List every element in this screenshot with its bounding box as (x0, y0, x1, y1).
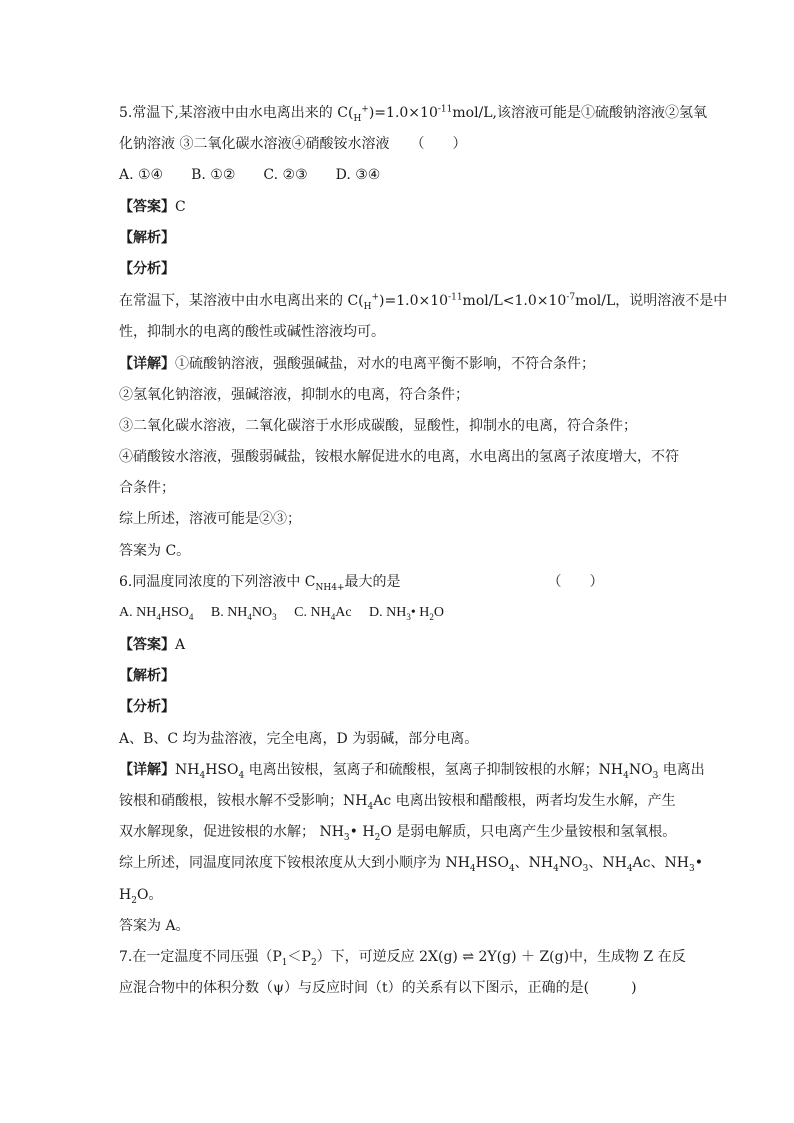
q6-detail-line3: 双水解现象，促进铵根的水解； $NH_3•$ $H_2O$ 是弱电解质，只电离产生少量铵根和氢氧根。 (119, 824, 677, 843)
q6-fenxi-tag: 【分析】 (119, 699, 175, 715)
q5-detail-4a: ④硝酸铵水溶液，强酸弱碱盐，铵根水解促进水的电离，水电离出的氢离子浓度增大，不符 (119, 449, 679, 465)
q5-detail-2: ②氢氧化钠溶液，强碱溶液，抑制水的电离，符合条件； (119, 387, 469, 403)
q5-detail-3: ③二氧化碳水溶液，二氧化碳溶于水形成碳酸，显酸性，抑制水的电离，符合条件； (119, 418, 637, 434)
q6-option-c: C. $NH_4Ac$ (294, 605, 352, 622)
q6-final: 答案为 A。 (119, 918, 190, 934)
q5-detail-1: 【详解】①硫酸钠溶液，强酸强碱盐，对水的电离平衡不影响，不符合条件； (119, 356, 595, 372)
q6-option-a: A. $NH_4HSO_4$ (119, 605, 194, 622)
q6-answer: 【答案】A (119, 637, 186, 653)
q6-stem: 6.同温度同浓度的下列溶液中 $C_{NH4+}$最大的是 （ ） (119, 574, 604, 593)
q6-options (119, 603, 444, 623)
q6-analysis-tag: 【解析】 (119, 668, 175, 684)
q5-analysis-tag: 【解析】 (119, 230, 175, 246)
q6-detail-line2: 铵根和硝酸根，铵根水解不受影响；$NH_4Ac$ 电离出铵根和醋酸根，两者均发生水解，产生 (119, 793, 676, 812)
q5-fenxi-line2: 性，抑制水的电离的酸性或碱性溶液均可。 (119, 324, 385, 340)
q7-stem-line2: 应混合物中的体积分数（ψ）与反应时间（t）的关系有以下图示，正确的是( ) (119, 980, 637, 996)
q5-detail-4b: 合条件； (119, 480, 175, 496)
q6-option-b: B. $NH_4NO_3$ (210, 605, 277, 622)
q5-fenxi-tag: 【分析】 (119, 261, 175, 277)
q5-summary: 综上所述，溶液可能是②③； (119, 511, 301, 527)
q6-summary-line1: 综上所述，同温度同浓度下铵根浓度从大到小顺序为 $NH_4HSO_4$、$NH_4NO_3$、$NH_4Ac$、$NH_3•$ (119, 855, 703, 874)
q6-option-d: D. $NH_3•$ $H_2O$ (369, 605, 445, 622)
q5-options: A. ①④ B. ①② C. ②③ D. ③④ (119, 167, 381, 183)
q5-stem-line1: 5.常温下,某溶液中由水电离出来的 $C(_H^+)=1.0\times 10^{-11}mol/L$,该溶液可能是①硫酸钠溶液②氢氧 (119, 104, 708, 124)
q6-fenxi: A、B、C 均为盐溶液，完全电离，D 为弱碱，部分电离。 (119, 731, 479, 747)
q5-final: 答案为 C。 (119, 543, 191, 559)
q7-stem-line1: 7.在一定温度不同压强$(P_1<P_2)$下，可逆反应 2X(g) ⇌ 2Y(g) ＋ Z(g)中，生成物 Z 在反 (119, 949, 686, 968)
q5-answer: 【答案】C (119, 199, 186, 215)
q6-summary-line2: $H_2O$。 (119, 887, 163, 906)
q6-detail-line1: 【详解】$NH_4HSO_4$ 电离出铵根，氢离子和硫酸根，氢离子抑制铵根的水解；$NH_4NO_3$ 电离出 (119, 762, 705, 781)
q5-stem-line2: 化钠溶液 ③二氧化碳水溶液④硝酸铵水溶液 （ ） (119, 136, 467, 152)
q5-fenxi-line1: 在常温下，某溶液中由水电离出来的 $C(_H^+)=1.0\times 10^{-11}mol/L<1.0\times 10^{-7}mol/L$，说明溶液不是中 (119, 292, 728, 312)
